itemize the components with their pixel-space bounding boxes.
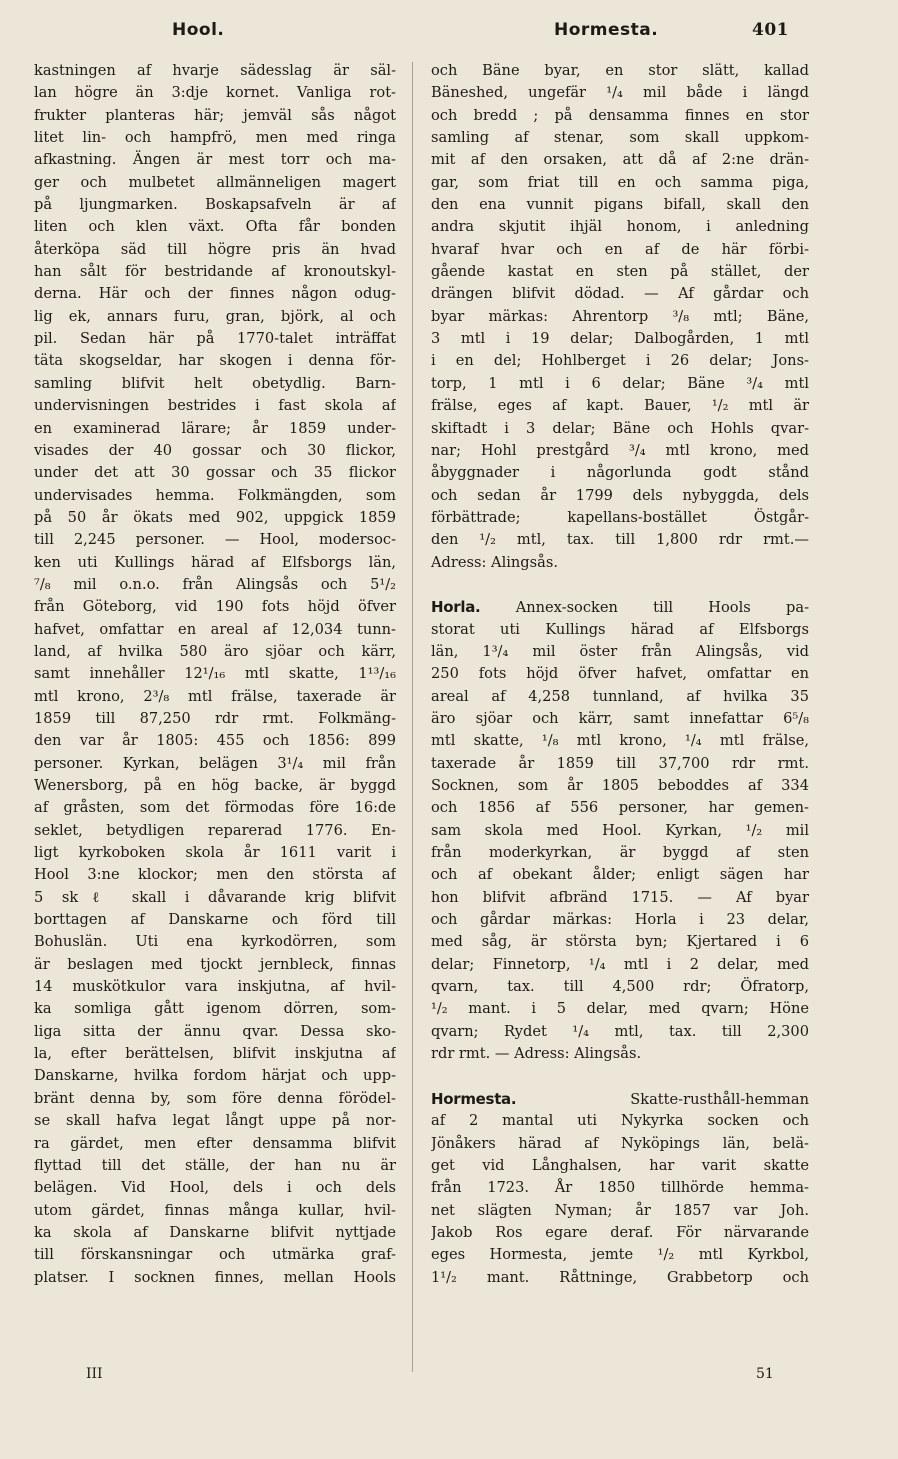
running-head-left: Hool. — [172, 20, 225, 40]
text-line: 250 fots höjd öfver hafvet, omfattar en — [431, 665, 809, 683]
text-line: den ena vunnit pigans bifall, skall den — [431, 196, 809, 214]
text-line: gående kastat en sten på stället, der — [431, 263, 809, 281]
text-line: till förskansningar och utmärka graf- — [34, 1246, 396, 1264]
entry-first-line-text: Annex-socken till Hools pa- — [480, 599, 809, 617]
text-line: skiftadt i 3 delar; Bäne och Hohls qvar- — [431, 419, 809, 437]
text-line: af 2 mantal uti Nykyrka socken och — [431, 1112, 809, 1130]
text-line: återköpa säd till högre pris än hvad — [34, 240, 396, 258]
text-line: hvaraf hvar och en af de här förbi- — [431, 240, 809, 258]
text-line: och 1856 af 556 personer, har gemen- — [431, 799, 809, 817]
text-line: land, af hvilka 580 äro sjöar och kärr, — [34, 642, 396, 660]
text-line: net slägten Nyman; år 1857 var Joh. — [431, 1201, 809, 1219]
text-line: samling blifvit helt obetydlig. Barn- — [34, 374, 396, 392]
text-line: län, 1³/₄ mil öster från Alingsås, vid — [431, 642, 809, 660]
text-line: litet lin- och hampfrö, men med ringa — [34, 129, 396, 147]
text-line: och bredd ; på densamma finnes en stor — [431, 106, 809, 124]
left-column — [34, 60, 396, 1289]
text-line: en examinerad lärare; år 1859 under- — [34, 419, 396, 437]
text-line: till 2,245 personer. — Hool, modersoc- — [34, 531, 396, 549]
text-line: belägen. Vid Hool, dels i och dels — [34, 1179, 396, 1197]
text-line: drängen blifvit dödad. — Af gårdar och — [431, 285, 809, 303]
text-line: är beslagen med tjockt jernbleck, finnas — [34, 955, 396, 973]
text-line: 1859 till 87,250 rdr rmt. Folkmäng- — [34, 709, 396, 727]
text-line: afkastning. Ängen är mest torr och ma- — [34, 151, 396, 169]
text-line: ligt kyrkoboken skola år 1611 varit i — [34, 844, 396, 862]
text-line: mtl skatte, ¹/₈ mtl krono, ¹/₄ mtl frälse, — [431, 732, 809, 750]
text-line: bränt denna by, som före denna förödel- — [34, 1089, 396, 1107]
text-line: Bäneshed, ungefär ¹/₄ mil både i längd — [431, 84, 809, 102]
text-line: Jakob Ros egare deraf. För närvarande — [431, 1223, 809, 1241]
text-line: lig ek, annars furu, gran, björk, al och — [34, 307, 396, 325]
text-line: ka somliga gått igenom dörren, som- — [34, 1000, 396, 1018]
text-line: Danskarne, hvilka fordom härjat och upp- — [34, 1067, 396, 1085]
page-number: 401 — [752, 20, 789, 40]
text-line: qvarn, tax. till 4,500 rdr; Öfratorp, — [431, 978, 809, 996]
text-line: flyttad till det ställe, der han nu är — [34, 1156, 396, 1174]
text-line: Jönåkers härad af Nyköpings län, belä- — [431, 1134, 809, 1152]
text-line: andra skjutit ihjäl honom, i anledning — [431, 218, 809, 236]
text-line: mtl krono, 2³/₈ mtl frälse, taxerade är — [34, 687, 396, 705]
text-line: på 50 år ökats med 902, uppgick 1859 — [34, 508, 396, 526]
text-line: från Göteborg, vid 190 fots höjd öfver — [34, 598, 396, 616]
text-line: personer. Kyrkan, belägen 3¹/₄ mil från — [34, 754, 396, 772]
text-line: och sedan år 1799 dels nybyggda, dels — [431, 486, 809, 504]
text-line: ka skola af Danskarne blifvit nyttjade — [34, 1223, 396, 1241]
text-line: delar; Finnetorp, ¹/₄ mtl i 2 delar, med — [431, 955, 809, 973]
text-line: och af obekant ålder; enligt sägen har — [431, 866, 809, 884]
footer-number: 51 — [756, 1366, 774, 1382]
text-line: rdr rmt. — Adress: Alingsås. — [431, 1045, 642, 1063]
text-line: byar märkas: Ahrentorp ³/₈ mtl; Bäne, — [431, 307, 809, 325]
text-line: mit af den orsaken, att då af 2:ne drän- — [431, 151, 809, 169]
text-line: utom gärdet, finnas många kullar, hvil- — [34, 1201, 396, 1219]
signature-mark: III — [86, 1366, 103, 1382]
text-line: ken uti Kullings härad af Elfsborgs län, — [34, 553, 396, 571]
paragraph-gap — [431, 1065, 809, 1087]
paragraph-gap — [431, 574, 809, 596]
text-line: och Bäne byar, en stor slätt, kallad — [431, 62, 809, 79]
text-line: samling af stenar, som skall uppkom- — [431, 129, 809, 147]
text-line: Adress: Alingsås. — [431, 553, 558, 571]
text-line: hon blifvit afbränd 1715. — Af byar — [431, 888, 809, 906]
text-line: liten och klen växt. Ofta får bonden — [34, 218, 396, 236]
text-line: taxerade år 1859 till 37,700 rdr rmt. — [431, 754, 809, 772]
text-line: ¹/₂ mant. i 5 delar, med qvarn; Höne — [431, 1000, 809, 1018]
text-line: Wenersborg, på en hög backe, är byggd — [34, 777, 396, 794]
text-line: frälse, eges af kapt. Bauer, ¹/₂ mtl är — [431, 397, 809, 415]
text-line: storat uti Kullings härad af Elfsborgs — [431, 620, 809, 638]
text-line: seklet, betydligen reparerad 1776. En- — [34, 821, 396, 839]
text-line: lan högre än 3:dje kornet. Vanliga rot- — [34, 84, 396, 102]
text-line: ra gärdet, men efter densamma blifvit — [34, 1134, 396, 1152]
entry-headword: Hormesta. — [431, 1089, 517, 1108]
text-line: eges Hormesta, jemte ¹/₂ mtl Kyrkbol, — [431, 1246, 809, 1264]
text-line: Socknen, som år 1805 beboddes af 334 — [431, 777, 809, 794]
entry-headword: Horla. — [431, 598, 481, 617]
entry-first-line — [431, 1088, 809, 1110]
text-line: undervisades hemma. Folkmängden, som — [34, 486, 396, 504]
text-line: se skall hafva legat långt uppe på nor- — [34, 1112, 396, 1130]
text-line: frukter planteras här; jemväl sås något — [34, 106, 396, 124]
text-line: torp, 1 mtl i 6 delar; Bäne ³/₄ mtl — [431, 374, 809, 392]
text-line: kastningen af hvarje sädesslag är säl- — [34, 62, 396, 79]
text-line: ⁷/₈ mil o.n.o. från Alingsås och 5¹/₂ — [34, 575, 396, 593]
text-line: täta skogseldar, har skogen i denna för- — [34, 352, 396, 370]
text-line: af gråsten, som det förmodas före 16:de — [34, 799, 396, 817]
text-line: 1¹/₂ mant. Råttninge, Grabbetorp och — [431, 1268, 809, 1286]
text-line: borttagen af Danskarne och förd till — [34, 911, 396, 929]
text-line: Hool 3:ne klockor; men den största af — [34, 866, 396, 884]
text-line: 14 muskötkulor vara inskjutna, af hvil- — [34, 978, 396, 996]
text-line: från moderkyrkan, är byggd af sten — [431, 844, 809, 862]
text-line: sam skola med Hool. Kyrkan, ¹/₂ mil — [431, 821, 809, 839]
text-line: get vid Långhalsen, har varit skatte — [431, 1156, 809, 1174]
text-line: och gårdar märkas: Horla i 23 delar, — [431, 911, 809, 929]
text-line: den var år 1805: 455 och 1856: 899 — [34, 732, 396, 750]
text-line: ger och mulbetet allmänneligen magert — [34, 173, 396, 191]
text-line: åbyggnader i någorlunda godt stånd — [431, 464, 809, 482]
text-line: på ljungmarken. Boskapsafveln är af — [34, 196, 396, 214]
text-line: visades der 40 gossar och 30 flickor, — [34, 441, 396, 459]
text-line: i en del; Hohlberget i 26 delar; Jons- — [431, 352, 809, 370]
text-line: samt innehåller 12¹/₁₆ mtl skatte, 1¹³/₁₆ — [34, 665, 396, 683]
text-line: undervisningen bestrides i fast skola af — [34, 397, 396, 415]
text-line: från 1723. År 1850 tillhörde hemma- — [431, 1179, 809, 1197]
text-line: la, efter berättelsen, blifvit inskjutna af — [34, 1045, 396, 1063]
text-line: gar, som friat till en och samma piga, — [431, 173, 809, 191]
text-line: äro sjöar och kärr, samt innefattar 6⁵/₈ — [431, 709, 809, 727]
text-line: nar; Hohl prestgård ³/₄ mtl krono, med — [431, 441, 809, 459]
text-line: under det att 30 gossar och 35 flickor — [34, 464, 396, 482]
text-line: Bohuslän. Uti ena kyrkodörren, som — [34, 933, 396, 951]
text-line: qvarn; Rydet ¹/₄ mtl, tax. till 2,300 — [431, 1022, 809, 1040]
column-divider — [412, 62, 413, 1372]
text-line: den ¹/₂ mtl, tax. till 1,800 rdr rmt.— — [431, 531, 809, 549]
text-line: med såg, är största byn; Kjertared i 6 — [431, 933, 809, 951]
entry-first-line-text: Skatte-rusthåll-hemman — [516, 1090, 809, 1108]
text-line: liga sitta der ännu qvar. Dessa sko- — [34, 1022, 396, 1040]
text-line: 3 mtl i 19 delar; Dalbogården, 1 mtl — [431, 330, 809, 348]
text-line: derna. Här och der finnes någon odug- — [34, 285, 396, 303]
text-line: förbättrade; kapellans-bostället Östgår- — [431, 508, 809, 526]
text-line: 5 skℓ skall i dåvarande krig blifvit — [34, 888, 396, 906]
text-line: areal af 4,258 tunnland, af hvilka 35 — [431, 687, 809, 705]
running-head-right: Hormesta. — [554, 20, 659, 40]
text-line: platser. I socknen finnes, mellan Hools — [34, 1268, 396, 1286]
text-line: pil. Sedan här på 1770-talet inträffat — [34, 330, 396, 348]
right-column — [431, 60, 809, 1289]
entry-first-line — [431, 596, 809, 618]
text-line: hafvet, omfattar en areal af 12,034 tunn- — [34, 620, 396, 638]
text-line: han sålt för bestridande af kronoutskyl- — [34, 263, 396, 281]
